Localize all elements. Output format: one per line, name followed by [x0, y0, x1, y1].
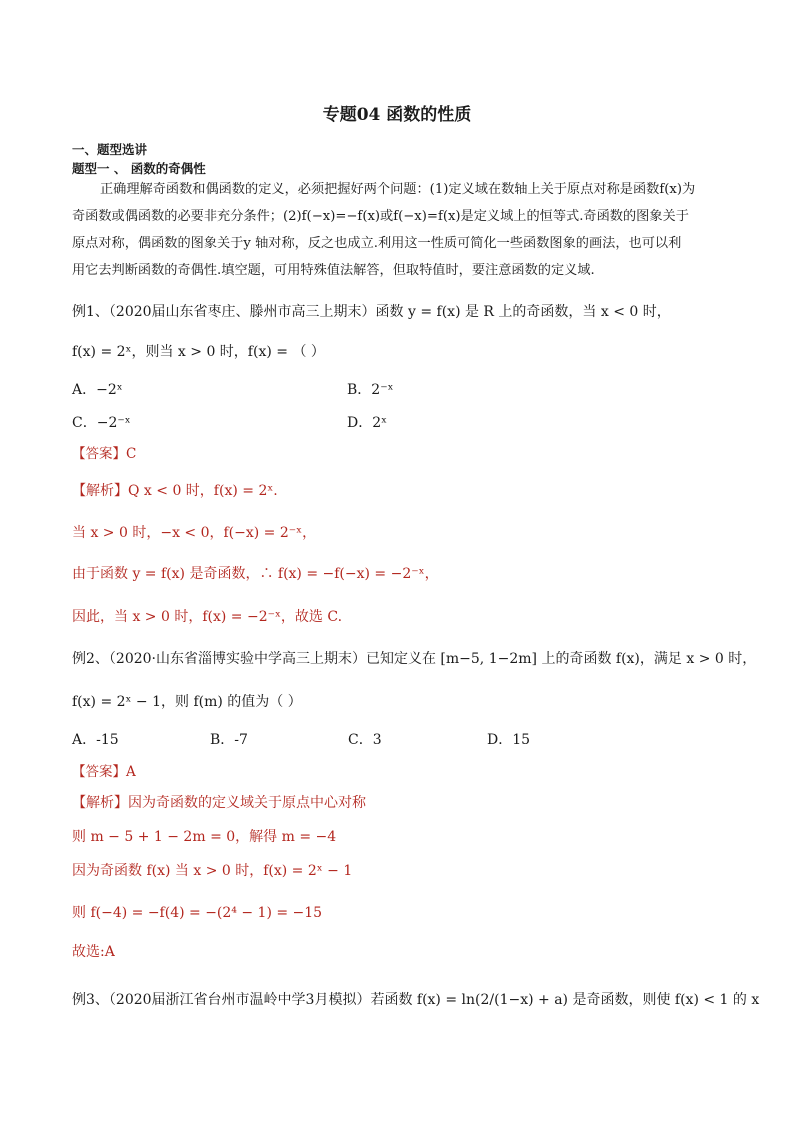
ex2-solution-line-1: 【解析】因为奇函数的定义域关于原点中心对称 — [72, 795, 366, 811]
ex1-solution-line-4: 因此，当 x > 0 时，f(x) = −2⁻ˣ，故选 C. — [72, 609, 343, 625]
ex2-answer: 【答案】A — [72, 764, 136, 780]
ex3-stem-line-1: 例3、（2020届浙江省台州市温岭中学3月模拟）若函数 f(x) = ln(2/(1−x) + a) 是奇函数，则使 f(x) < 1 的 x — [72, 992, 760, 1008]
section-heading: 一、题型选讲 — [72, 142, 148, 157]
ex2-solution-line-5: 故选:A — [72, 944, 115, 960]
ex1-option-a: A．−2ˣ — [72, 382, 123, 398]
ex1-option-c: C．−2⁻ˣ — [72, 415, 131, 431]
intro-line-2: 奇函数或偶函数的必要非充分条件；(2)f(−x)=−f(x)或f(−x)=f(x)是定义域上的恒等式.奇函数的图象关于 — [72, 209, 689, 224]
intro-line-1: 正确理解奇函数和偶函数的定义，必须把握好两个问题：(1)定义域在数轴上关于原点对称是函数f(x)为 — [100, 182, 696, 197]
ex1-stem-line-1: 例1、（2020届山东省枣庄、滕州市高三上期末）函数 y = f(x) 是 R 上的奇函数，当 x < 0 时， — [72, 304, 671, 320]
ex2-stem-line-1: 例2、（2020·山东省淄博实验中学高三上期末）已知定义在 [m−5, 1−2m] 上的奇函数 f(x)，满足 x > 0 时， — [72, 651, 757, 667]
ex2-solution-line-3: 因为奇函数 f(x) 当 x > 0 时，f(x) = 2ˣ − 1 — [72, 863, 353, 879]
intro-line-4: 用它去判断函数的奇偶性.填空题，可用特殊值法解答，但取特值时，要注意函数的定义域. — [72, 263, 595, 278]
intro-line-3: 原点对称，偶函数的图象关于y 轴对称，反之也成立.利用这一性质可简化一些函数图象的画法，也可以利 — [72, 236, 682, 251]
ex1-stem-line-2: f(x) = 2ˣ，则当 x > 0 时，f(x) = （ ） — [72, 344, 325, 360]
type-heading: 题型一 、 函数的奇偶性 — [72, 161, 206, 176]
ex2-option-c: C．3 — [348, 732, 382, 748]
ex2-option-b: B．-7 — [210, 732, 248, 748]
ex2-option-a: A．-15 — [72, 732, 119, 748]
ex1-option-d: D．2ˣ — [347, 415, 388, 431]
ex1-solution-line-3: 由于函数 y = f(x) 是奇函数，∴ f(x) = −f(−x) = −2⁻ˣ， — [72, 566, 439, 582]
ex1-solution-line-1: 【解析】Q x < 0 时，f(x) = 2ˣ. — [72, 483, 278, 499]
ex2-solution-line-2: 则 m − 5 + 1 − 2m = 0，解得 m = −4 — [72, 829, 337, 845]
ex1-option-b: B．2⁻ˣ — [347, 382, 394, 398]
ex2-stem-line-2: f(x) = 2ˣ − 1，则 f(m) 的值为（ ） — [72, 694, 302, 710]
ex1-answer: 【答案】C — [72, 446, 137, 462]
ex2-solution-line-4: 则 f(−4) = −f(4) = −(2⁴ − 1) = −15 — [72, 905, 323, 921]
ex2-option-d: D．15 — [487, 732, 531, 748]
page-title: 专题04 函数的性质 — [322, 105, 472, 125]
ex1-solution-line-2: 当 x > 0 时，−x < 0，f(−x) = 2⁻ˣ， — [72, 525, 317, 541]
